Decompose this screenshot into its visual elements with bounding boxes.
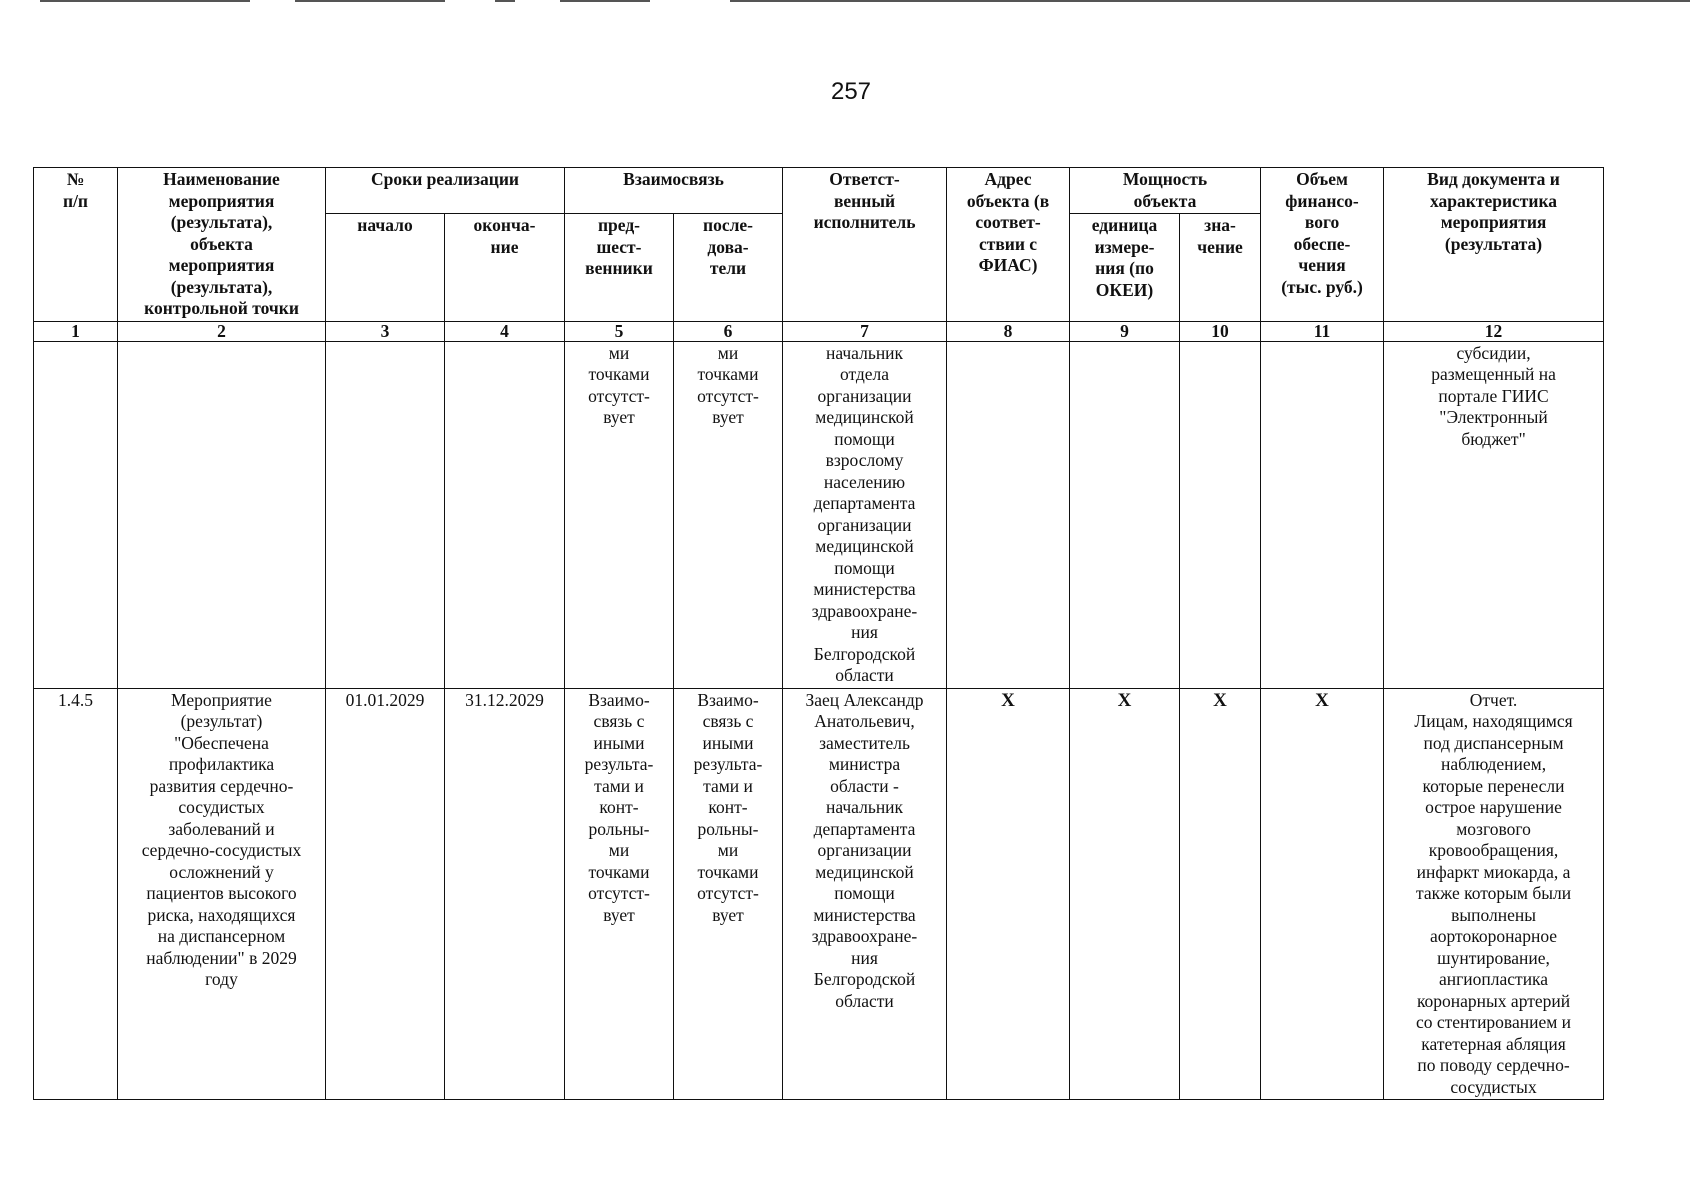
header-predecessors: пред- шест- венники — [565, 214, 674, 321]
column-number: 3 — [326, 321, 445, 341]
column-number: 5 — [565, 321, 674, 341]
table-row — [34, 688, 1604, 1100]
cell-unit: X — [1070, 688, 1180, 1100]
column-number: 2 — [118, 321, 326, 341]
cell-name — [118, 341, 326, 688]
header-relationship: Взаимосвязь — [565, 168, 783, 214]
scan-edge-line — [730, 0, 1690, 2]
header-terms: Сроки реализации — [326, 168, 565, 214]
header-address: Адрес объекта (в соответ- ствии с ФИАС) — [947, 168, 1070, 322]
cell-value — [1180, 341, 1261, 688]
column-number: 7 — [783, 321, 947, 341]
column-number: 11 — [1261, 321, 1384, 341]
header-successors: после- дова- тели — [674, 214, 783, 321]
cell-financing: X — [1261, 688, 1384, 1100]
cell-document: субсидии, размещенный на портале ГИИС "Электронный бюджет" — [1384, 341, 1604, 688]
header-row — [34, 168, 1604, 214]
column-number: 4 — [445, 321, 565, 341]
cell-successors: Взаимо- связь с иными результа- тами и конт- рольны- ми точками отсутст- вует — [674, 688, 783, 1100]
header-capacity: Мощность объекта — [1070, 168, 1261, 214]
column-number: 8 — [947, 321, 1070, 341]
cell-value: X — [1180, 688, 1261, 1100]
cell-document: Отчет. Лицам, находящимся под диспансерным наблюдением, которые перенесли острое нарушение мозгового кровообращения, инфаркт миокарда, а также которым были выполнены аортокоронарное шунтирование, ангиопластика коронарных артерий со стентированием и катетерная абляция по поводу сердечно- сосудистых — [1384, 688, 1604, 1100]
table-row — [34, 341, 1604, 688]
cell-predecessors: Взаимо- связь с иными результа- тами и конт- рольны- ми точками отсутст- вует — [565, 688, 674, 1100]
column-number: 10 — [1180, 321, 1261, 341]
cell-successors: ми точками отсутст- вует — [674, 341, 783, 688]
plan-table — [33, 167, 1604, 1100]
cell-responsible: начальник отдела организации медицинской помощи взрослому населению департамента организации медицинской помощи министерства здравоохране- ния Белгородской области — [783, 341, 947, 688]
header-unit: единица измере- ния (по ОКЕИ) — [1070, 214, 1180, 321]
header-responsible: Ответст- венный исполнитель — [783, 168, 947, 322]
header-financing: Объем финансо- вого обеспе- чения (тыс. руб.) — [1261, 168, 1384, 322]
header-value: зна- чение — [1180, 214, 1261, 321]
cell-address — [947, 341, 1070, 688]
scan-edge-line — [40, 0, 250, 2]
cell-address: X — [947, 688, 1070, 1100]
cell-number — [34, 341, 118, 688]
column-number: 1 — [34, 321, 118, 341]
column-number-row — [34, 321, 1604, 341]
cell-predecessors: ми точками отсутст- вует — [565, 341, 674, 688]
column-number: 9 — [1070, 321, 1180, 341]
scan-edge-line — [495, 0, 515, 2]
column-number: 12 — [1384, 321, 1604, 341]
cell-financing — [1261, 341, 1384, 688]
header-start: начало — [326, 214, 445, 321]
scan-edge-line — [295, 0, 445, 2]
header-document: Вид документа и характеристика мероприятия (результата) — [1384, 168, 1604, 322]
cell-start: 01.01.2029 — [326, 688, 445, 1100]
header-number: № п/п — [34, 168, 118, 322]
cell-unit — [1070, 341, 1180, 688]
column-number: 6 — [674, 321, 783, 341]
cell-end: 31.12.2029 — [445, 688, 565, 1100]
header-name: Наименование мероприятия (результата), объекта мероприятия (результата), контрольной точки — [118, 168, 326, 322]
cell-end — [445, 341, 565, 688]
cell-start — [326, 341, 445, 688]
page-number: 257 — [830, 78, 872, 105]
cell-name: Мероприятие (результат) "Обеспечена профилактика развития сердечно- сосудистых заболеваний и сердечно-сосудистых осложнений у пациентов высокого риска, находящихся на диспансерном наблюдении" в 2029 году — [118, 688, 326, 1100]
header-end: оконча- ние — [445, 214, 565, 321]
cell-number: 1.4.5 — [34, 688, 118, 1100]
cell-responsible: Заец Александр Анатольевич, заместитель министра области - начальник департамента организации медицинской помощи министерства здравоохране- ния Белгородской области — [783, 688, 947, 1100]
scan-edge-line — [560, 0, 650, 2]
